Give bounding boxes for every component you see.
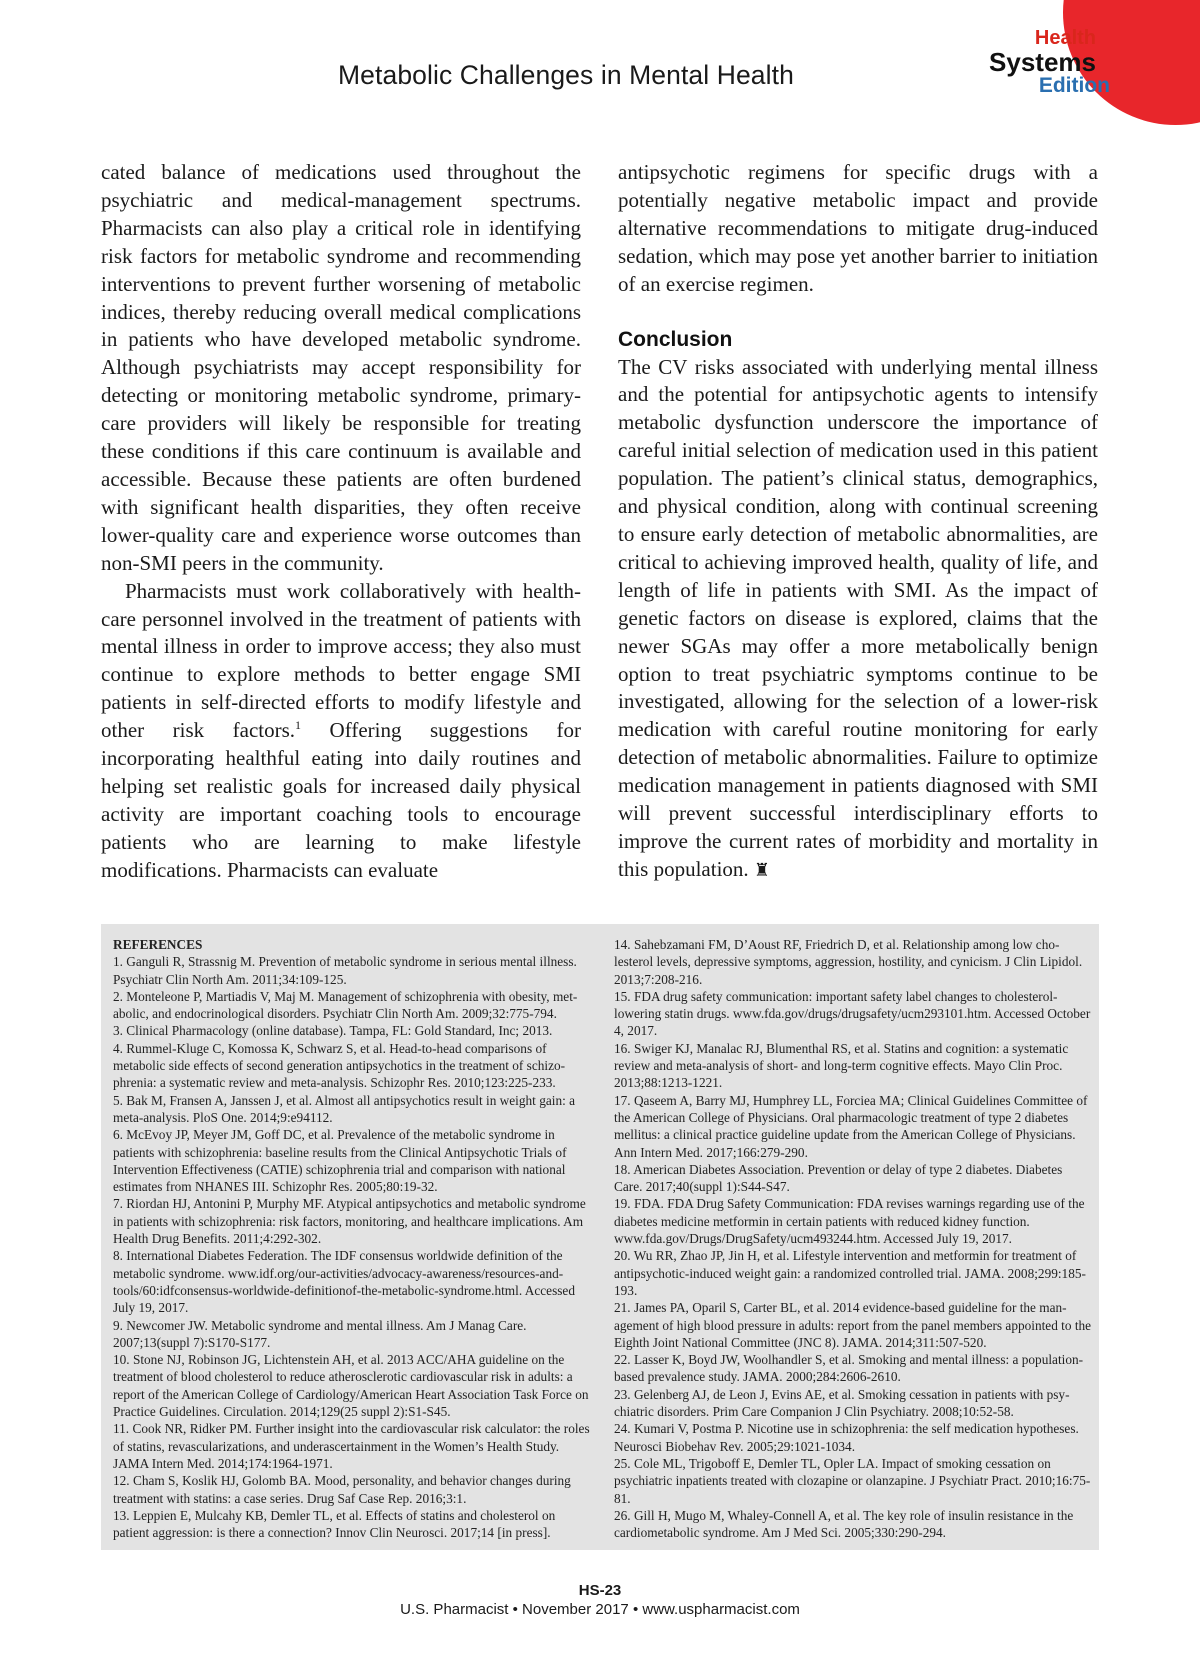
reference-item: 5. Bak M, Fransen A, Janssen J, et al. Almost all antipsychotics result in weight gain: a meta-analysis. PloS One. 2014;9:e94112.: [113, 1092, 576, 1125]
edition-line-edition: Edition: [1038, 74, 1110, 97]
page-folio: HS-23: [578, 1582, 622, 1599]
reference-item: 18. American Diabetes Association. Prevention or delay of type 2 diabetes. Diabetes Care. 2017;40(suppl 1):S44-S47.: [614, 1161, 1063, 1195]
reference-item: 13. Leppien E, Mulcahy KB, Demler TL, et al. Effects of statins and cholesterol on patient aggression: is there a connection? Innov Clin Neurosci. 2017;14 [in press].: [113, 1507, 556, 1541]
reference-item: 8. International Diabetes Federation. The IDF consensus worldwide definition of the metabolic syndrome. www.idf.org/our-activities/advocacy-awareness/resources-and-tools/60:idfconsensus-worldwide-definitionof-the-metabolic-syndrome.html. Accessed July 19, 2017.: [113, 1248, 575, 1316]
edition-line-health: Health: [1034, 27, 1096, 49]
reference-item: 7. Riordan HJ, Antonini P, Murphy MF. Atypical antipsychotics and metabolic syndrome in patients with schizophrenia: risk factors, monitoring, and healthcare implications. Am Health Drug Benefits. 2011;4:292-302.: [113, 1196, 586, 1247]
references-list-left: [113, 953, 593, 1541]
running-title: Metabolic Challenges in Mental Health: [338, 60, 794, 90]
reference-item: 26. Gill H, Mugo M, Whaley-Connell A, et al. The key role of insulin resistance in the cardiometabolic syndrome. Am J Med Sci. 2005;330:290-294.: [614, 1507, 1074, 1541]
left-paragraph-2-part-b: Offering suggestions for incorporating healthful eating into daily routines and helping set realistic goals for increased daily physical activity are important coaching tools to encourage patients who are learning to make lifestyle modifications. Pharmacists can evaluate: [101, 718, 581, 882]
reference-item: 10. Stone NJ, Robinson JG, Lichtenstein AH, et al. 2013 ACC/AHA guideline on the treatment of blood cholesterol to reduce atherosclerotic cardiovascular risk in adults: a report of the American College of Cardiology/American Heart Association Task Force on Practice Guidelines. Circulation. 2014;129(25 suppl 2):S1-S45.: [113, 1352, 589, 1420]
edition-badge: [989, 27, 1110, 97]
reference-item: 20. Wu RR, Zhao JP, Jin H, et al. Lifestyle intervention and metformin for treatment of antipsychotic-induced weight gain: a randomized controlled trial. JAMA. 2008;299:185-193.: [614, 1248, 1086, 1298]
left-paragraph-2: [101, 578, 581, 885]
reference-item: 19. FDA. FDA Drug Safety Communication: FDA revises warnings regarding use of the diabetes medicine metformin in certain patients with reduced kidney function. www.fda.gov/Drugs/DrugSafety/ucm493244.htm. Accessed July 19, 2017.: [614, 1196, 1085, 1247]
body-column-left: [101, 159, 581, 885]
edition-line-systems: Systems: [989, 47, 1096, 77]
reference-item: 15. FDA drug safety communication: important safety label changes to cholesterol-lowering statin drugs. www.fda.gov/drugs/drugsafety/ucm293101.htm. Accessed October 4, 2017.: [614, 988, 1091, 1039]
reference-item: 21. James PA, Oparil S, Carter BL, et al. 2014 evidence-based guideline for the management of high blood pressure in adults: report from the panel members appointed to the Eighth Joint National Committee (JNC 8). JAMA. 2014;311:507-520.: [614, 1300, 1092, 1350]
references-column-right: [614, 936, 1094, 1541]
left-paragraph-2-part-a: Pharmacists must work collaboratively with healthcare personnel involved in the treatment of patients with mental illness in order to improve access; they also must continue to explore methods to better engage SMI patients in self-directed efforts to modify lifestyle and other risk factors.: [101, 578, 581, 743]
reference-item: 14. Sahebzamani FM, D’Aoust RF, Friedrich D, et al. Relationship among low cholesterol levels, depressive symptoms, aggression, hostility, and cynicism. J Clin Lipidol. 2013;7:208-216.: [614, 937, 1083, 987]
body-column-right: [618, 159, 1098, 885]
reference-item: 23. Gelenberg AJ, de Leon J, Evins AE, et al. Smoking cessation in patients with psychiatric disorders. Prim Care Companion J Clin Psychiatry. 2008;10:52-58.: [614, 1386, 1070, 1420]
reference-item: 24. Kumari V, Postma P. Nicotine use in schizophrenia: the self medication hypotheses. Neurosci Biobehav Rev. 2005;29:1021-1034.: [614, 1421, 1079, 1454]
references-column-left: [113, 936, 593, 1541]
end-of-article-icon: ♜: [753, 859, 771, 880]
footer-credit: U.S. Pharmacist • November 2017 • www.uspharmacist.com: [400, 1601, 800, 1618]
conclusion-heading: Conclusion: [618, 327, 733, 351]
reference-item: 3. Clinical Pharmacology (online database). Tampa, FL: Gold Standard, Inc; 2013.: [113, 1023, 553, 1039]
reference-item: 2. Monteleone P, Martiadis V, Maj M. Management of schizophrenia with obesity, metabolic, and endocrinological disorders. Psychiatr Clin North Am. 2009;32:775-794.: [113, 988, 578, 1022]
references-box: [101, 924, 1099, 1550]
reference-item: 6. McEvoy JP, Meyer JM, Goff DC, et al. Prevalence of the metabolic syndrome in patients with schizophrenia: baseline results from the Clinical Antipsychotic Trials of Intervention Effectiveness (CATIE) schizophrenia trial and comparison with national estimates from NHANES III. Schizophr Res. 2005;80:19-32.: [113, 1127, 567, 1195]
reference-item: 9. Newcomer JW. Metabolic syndrome and mental illness. Am J Manag Care. 2007;13(suppl 7):S170-S177.: [113, 1317, 527, 1350]
reference-item: 17. Qaseem A, Barry MJ, Humphrey LL, Forciea MA; Clinical Guidelines Committee of the American College of Physicians. Oral pharmacologic treatment of type 2 diabetes mellitus: a clinical practice guideline update from the American College of Physicians. Ann Intern Med. 2017;166:279-290.: [614, 1092, 1088, 1160]
right-paragraph-1: antipsychotic regimens for specific drugs with a potentially negative metabolic impact and provide alternative recommendations to mitigate drug-induced sedation, which may pose yet another barrier to initiation of an exercise regimen.: [618, 160, 1098, 296]
section-gap: [618, 299, 1098, 326]
reference-item: 11. Cook NR, Ridker PM. Further insight into the cardiovascular risk calculator: the roles of statins, revascularizations, and underascertainment in the Women’s Health Study. JAMA Intern Med. 2014;174:1964-1971.: [113, 1421, 590, 1471]
references-list-right: [614, 936, 1094, 1541]
conclusion-text: The CV risks associated with underlying mental illness and the potential for antipsychotic agents to intensify metabolic dysfunction underscore the importance of careful initial selection of medication used in this patient population. The patient’s clinical status, demographics, and physical condition, along with continual screening to ensure early detection of metabolic abnormalities, are critical to achieving improved health, quality of life, and length of life in patients with SMI. As the impact of genetic factors on disease is explored, claims that the newer SGAs may offer a more metabolically benign option to treat psychiatric symptoms continue to be investigated, allowing for the selection of a lower-risk medication with careful routine monitoring for early detection of metabolic abnormalities. Failure to optimize medication management in patients diagnosed with SMI will prevent successful interdisciplinary efforts to improve the current rates of morbidity and mortality in this population.: [618, 354, 1098, 881]
citation-superscript: 1: [295, 718, 302, 733]
conclusion-paragraph: [618, 354, 1098, 885]
reference-item: 22. Lasser K, Boyd JW, Woolhandler S, et al. Smoking and mental illness: a population-based prevalence study. JAMA. 2000;284:2606-2610.: [614, 1352, 1084, 1385]
left-paragraph-1: cated balance of medications used throughout the psychiatric and medical-management spectrums. Pharmacists can also play a critical role in identifying risk factors for metabolic syndrome and recommending interventions to prevent further worsening of metabolic indices, thereby reducing overall medical complications in patients who have developed metabolic syndrome. Although psychiatrists may accept responsibility for detecting or monitoring metabolic syndrome, primary-care providers will likely be responsible for treating these conditions if this care continuum is available and accessible. Because these patients are often burdened with significant health disparities, they often receive lower-quality care and experience worse outcomes than non-SMI peers in the community.: [101, 160, 581, 575]
references-title: REFERENCES: [113, 937, 203, 952]
reference-item: 1. Ganguli R, Strassnig M. Prevention of metabolic syndrome in serious mental illness. Psychiatr Clin North Am. 2011;34:109-125.: [113, 954, 577, 987]
reference-item: 4. Rummel-Kluge C, Komossa K, Schwarz S, et al. Head-to-head comparisons of metabolic side effects of second generation antipsychotics in the treatment of schizophrenia: a systematic review and meta-analysis. Schizophr Res. 2010;123:225-233.: [113, 1040, 566, 1091]
reference-item: 12. Cham S, Koslik HJ, Golomb BA. Mood, personality, and behavior changes during treatment with statins: a case series. Drug Saf Case Rep. 2016;3:1.: [113, 1473, 571, 1506]
reference-item: 25. Cole ML, Trigoboff E, Demler TL, Opler LA. Impact of smoking cessation on psychiatric inpatients treated with clozapine or olanzapine. J Psychiatr Pract. 2010;16:75-81.: [614, 1455, 1091, 1506]
reference-item: 16. Swiger KJ, Manalac RJ, Blumenthal RS, et al. Statins and cognition: a systematic review and meta-analysis of short- and long-term cognitive effects. Mayo Clin Proc. 2013;88:1213-1221.: [614, 1040, 1069, 1091]
